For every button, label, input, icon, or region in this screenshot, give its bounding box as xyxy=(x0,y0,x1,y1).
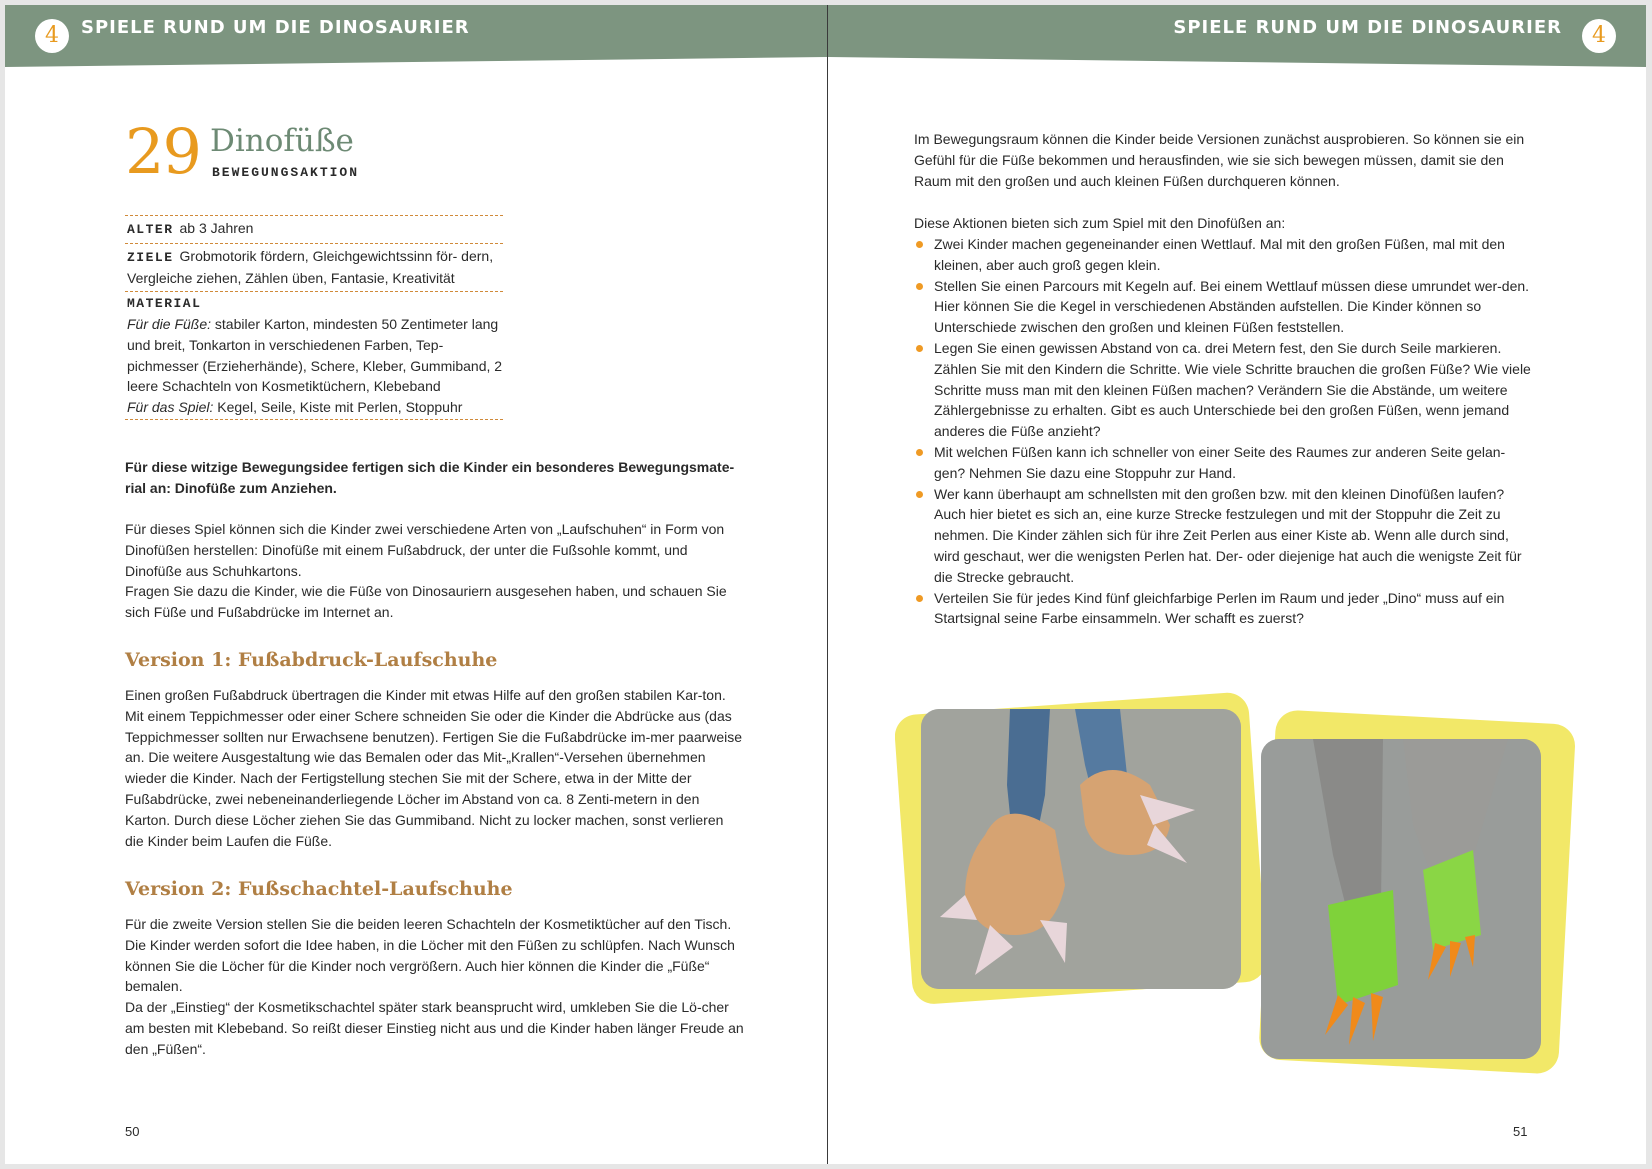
version-2-paragraph-1: Für die zweite Version stellen Sie die beiden leeren Schachteln der Kosmetiktücher auf den Tisch. Die Kinder werden sofort die Idee haben, in die Löcher mit den Füßen zu schlüpfen. Nach Wunsch können Sie die Löcher für die Kinder noch vergrößern. Auch hier können die Kinder die „Füße“ bemalen. xyxy=(125,916,735,995)
header-right xyxy=(828,5,1646,67)
alter-value: ab 3 Jahren xyxy=(179,220,254,236)
material-spiel-value: Kegel, Seile, Kiste mit Perlen, Stoppuhr xyxy=(213,398,463,415)
ziele-value: Grobmotorik fördern, Gleichgewichtssinn för- dern, Vergleiche ziehen, Zählen üben, Fantasie, Kreativität xyxy=(127,247,494,287)
intro-bold: Für diese witzige Bewegungsidee fertigen sich die Kinder ein besonderes Bewegungsmate-rial an: Dinofüße zum Anziehen. xyxy=(125,459,735,496)
material-label: MATERIAL xyxy=(127,295,202,311)
header-title-right: SPIELE RUND UM DIE DINOSAURIER xyxy=(1173,17,1562,38)
photo-box-shoes xyxy=(1253,705,1583,1090)
info-material xyxy=(125,291,503,421)
chapter-badge-left: 4 xyxy=(35,19,69,53)
game-title: Dinofüße xyxy=(210,123,354,159)
list-item: Legen Sie einen gewissen Abstand von ca. drei Metern fest, den Sie durch Seile markieren. Zählen Sie mit den Kindern die Schritte. Wie viele Schritte brauchen die großen Füße? Wie viele Schritte muss man mit den kleinen Füßen machen? Verändern Sie die Abstände, um weitere Zählergebnisse zu erhalten. Gibt es auch Unterschiede bei den großen Füßen, wenn jemand anderes die Füße anzieht? xyxy=(914,338,1534,442)
material-fuesse-value: stabiler Karton, mindesten 50 Zentimeter lang und breit, Tonkarton in verschiedenen Farben, Tep-pichmesser (Erzieherhände), Schere, Kleber, Gummiband, 2 leere Schachteln von Kosmetiktüchern, Klebeband xyxy=(127,316,503,395)
info-alter xyxy=(125,215,503,243)
header-title-left: SPIELE RUND UM DIE DINOSAURIER xyxy=(81,17,470,38)
version-1-text: Einen großen Fußabdruck übertragen die Kinder mit etwas Hilfe auf den großen stabilen Kar-ton. Mit einem Teppichmesser oder einer Schere schneiden Sie oder die Kinder die Abdrücke aus (das Teppichmesser sollten nur Erwachsene benutzen). Fertigen Sie die Fußabdrücke im-mer paarweise an. Die weitere Ausgestaltung wie das Bemalen oder das Mit-„Krallen“-Versehen übernehmen wieder die Kinder. Nach der Fertigstellung stechen Sie mit der Schere, etwa in der Mitte der Fußabdrücke, zwei nebeneinanderliegende Löcher im Abstand von ca. 8 Zenti-metern in den Karton. Durch diese Löcher ziehen Sie das Gummiband. Nicht zu locker machen, sonst verlieren die Kinder beim Laufen die Füße. xyxy=(125,687,743,849)
material-spiel-label: Für das Spiel: xyxy=(127,398,214,415)
version-2-heading: Version 2: Fußschachtel-Laufschuhe xyxy=(125,878,513,900)
list-item: Mit welchen Füßen kann ich schneller von einer Seite des Raumes zur anderen Seite gelan-gen? Nehmen Sie dazu eine Stoppuhr zur Hand. xyxy=(914,442,1534,484)
material-fuesse xyxy=(127,314,503,396)
alter-label: ALTER xyxy=(127,222,174,237)
ziele-label: ZIELE xyxy=(127,249,174,265)
list-item: Verteilen Sie für jedes Kind fünf gleichfarbige Perlen im Raum und jeder „Dino“ muss auf ein Startsignal seine Farbe einsammeln. Wer schafft es zuerst? xyxy=(914,588,1534,630)
book-spread xyxy=(5,5,1646,1164)
list-item: Zwei Kinder machen gegeneinander einen Wettlauf. Mal mit den großen Füßen, mal mit den kleinen, aber auch groß gegen klein. xyxy=(914,234,1534,276)
photo-footprint-shoes xyxy=(895,685,1275,1010)
intro-paragraph-1: Für dieses Spiel können sich die Kinder zwei verschiedene Arten von „Laufschuhen“ in Form von Dinofüßen herstellen: Dinofüße mit einem Fußabdruck, der unter die Fußsohle kommt, und Dinofüße aus Schuhkartons. xyxy=(125,521,725,579)
list-intro: Diese Aktionen bieten sich zum Spiel mit den Dinofüßen an: xyxy=(914,215,1286,231)
material-spiel xyxy=(127,397,503,418)
list-item: Wer kann überhaupt am schnellsten mit den großen bzw. mit den kleinen Dinofüßen laufen? Auch hier bietet es sich an, eine kurze Strecke festzulegen und mit der Stoppuhr die Zeit zu nehmen. Die Kinder zählen sich für ihre Zeit Perlen aus einer Kiste ab. Wenn alle durch sind, wird geschaut, wer die wenigsten Perlen hat. Der- oder diejenige hat auch die wenigste Zeit für die Strecke gebraucht. xyxy=(914,484,1534,588)
chapter-badge-right: 4 xyxy=(1582,19,1616,53)
game-subtitle: BEWEGUNGSAKTION xyxy=(212,165,360,180)
page-number-right: 51 xyxy=(1513,1124,1528,1139)
header-left xyxy=(5,5,827,67)
action-list xyxy=(914,234,1534,629)
version-1-heading: Version 1: Fußabdruck-Laufschuhe xyxy=(125,649,498,671)
info-ziele xyxy=(125,243,503,291)
info-box xyxy=(125,215,503,420)
right-paragraph-1: Im Bewegungsraum können die Kinder beide Versionen zunächst ausprobieren. So können sie ein Gefühl für die Füße bekommen und herausfinden, wie sie sich bewegen müssen, damit sie den Raum mit den großen und auch kleinen Füßen durchqueren können. xyxy=(914,131,1525,189)
game-number: 29 xyxy=(125,115,200,188)
intro-paragraph-2: Fragen Sie dazu die Kinder, wie die Füße von Dinosauriern ausgesehen haben, und schauen Sie sich Füße und Fußabdrücke im Internet an. xyxy=(125,583,727,620)
page-number-left: 50 xyxy=(125,1124,140,1139)
version-2-paragraph-2: Da der „Einstieg“ der Kosmetikschachtel später stark beansprucht wird, umkleben Sie die Lö-cher am besten mit Klebeband. So reißt dieser Einstieg nicht aus und die Kinder haben länger Freude an den „Füßen“. xyxy=(125,999,744,1057)
material-fuesse-label: Für die Füße: xyxy=(127,316,212,333)
page-gutter xyxy=(827,5,828,1164)
list-item: Stellen Sie einen Parcours mit Kegeln auf. Bei einem Wettlauf müssen diese umrundet wer-den. Hier können Sie die Kegel in verschiedenen Abständen aufstellen. Die Kinder können so Unterschiede zwischen den großen und kleinen Füßen feststellen. xyxy=(914,276,1534,338)
